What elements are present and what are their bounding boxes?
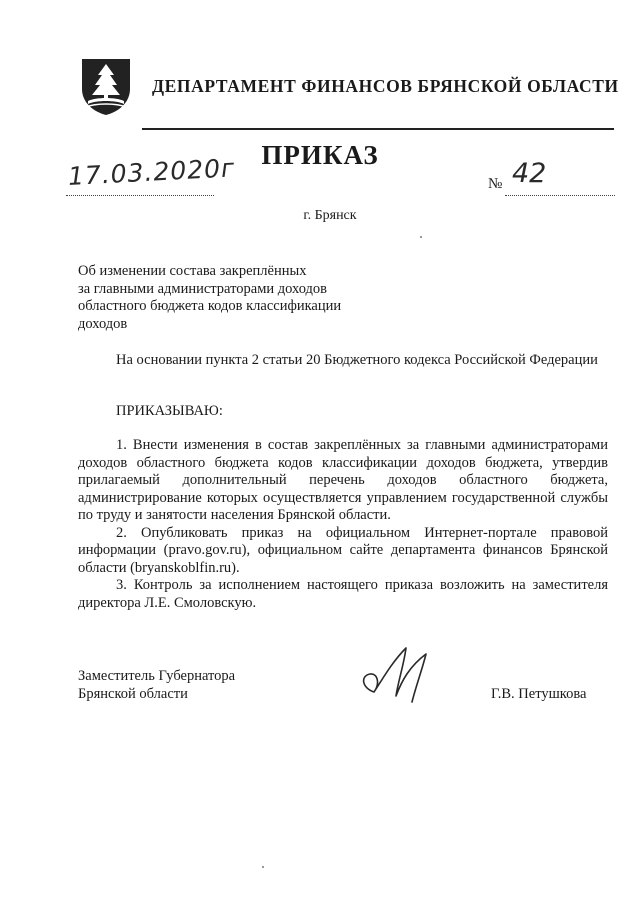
subject-line: доходов (78, 315, 128, 332)
document-type: ПРИКАЗ (261, 140, 379, 170)
document-date: 17.03.2020г (67, 153, 236, 191)
bryansk-region-coat-of-arms-icon (78, 55, 134, 117)
scan-speck (262, 866, 264, 868)
subject-line: Об изменении состава закреплённых (78, 263, 307, 279)
number-underline (505, 195, 615, 196)
handwritten-signature-icon (352, 640, 442, 710)
order-item: 1. Внести изменения в состав закреплённых за главными администраторами доходов областного бюджета кодов классификации доходов бюджета, утвердив прилагаемый дополнительный перечень доходов областного бюджета, администрирование которых осуществляется управлением государственной службы по труду и занятости населения Брянской области. (78, 437, 608, 523)
signer-position-line: Брянской области (78, 685, 188, 702)
order-item: 2. Опубликовать приказ на официальном Интернет-портале правовой информации (pravo.gov.ru), официальном сайте департамента финансов Брянской области (bryanskoblfin.ru). (78, 524, 608, 576)
order-word: ПРИКАЗЫВАЮ: (116, 403, 223, 419)
document-number: 42 (512, 158, 547, 189)
basis-text: На основании пункта 2 статьи 20 Бюджетного кодекса Российской Федерации (116, 352, 598, 368)
number-label: № (488, 176, 503, 192)
order-items (78, 437, 608, 612)
signer-name: Г.В. Петушкова (491, 686, 587, 702)
city: г. Брянск (303, 208, 357, 223)
subject-line: областного бюджета кодов классификации (78, 298, 342, 314)
order-item: 3. Контроль за исполнением настоящего приказа возложить на заместителя директора Л.Е. Смоловскую. (78, 577, 608, 611)
signer-position (78, 668, 235, 703)
department-title: ДЕПАРТАМЕНТ ФИНАНСОВ БРЯНСКОЙ ОБЛАСТИ (152, 76, 619, 96)
basis-paragraph (78, 352, 608, 370)
subject-line: за главными администраторами доходов (78, 280, 328, 297)
header-rule (142, 128, 614, 130)
scan-speck (420, 236, 422, 238)
signer-position-line: Заместитель Губернатора (78, 668, 236, 684)
subject (78, 263, 398, 333)
date-underline (66, 195, 214, 196)
